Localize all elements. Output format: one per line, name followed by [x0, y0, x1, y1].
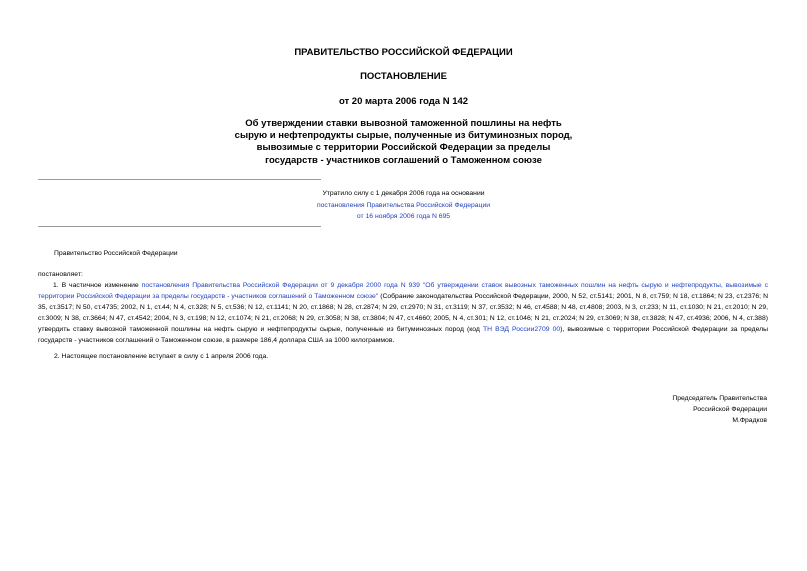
signature-line: Председатель Правительства [672, 395, 767, 402]
signature-block [560, 394, 767, 426]
paragraph-1-end: ), вывозимые с территории Российской Федерации за пределы государств - участников соглашений о Таможенном союзе, в размере 186,4 доллара США за 1000 килограммов. [38, 325, 769, 344]
decree-939-link[interactable]: постановления Правительства Российской Федерации от 9 декабря 2000 года N 939 "Об утверждении ставок вывозных таможенных пошлин на нефть сырую и нефтепродукты, вывозимые с территории Российской Федерации за пределы государств - участников соглашений о Таможенном союзе" [38, 282, 768, 300]
paragraph-1-middle: (Собрание законодательства Российской Федерации, 2000, N 52, ст.5141; 2001, N 8, ст.759; N 18, ст.1864; N 23, ст.2376; N 35, ст.3517; N 50, ст.4735; 2002, N 1, ст.44; N 4, ст.328; N 5, ст.536; N 12, ст.1141; N 20, ст.1868; N 28, ст.2874; N 29, ст.2970; N 31, ст.3119; N 37, ст.3532; N 46, ст.4588; N 48, ст.4808; 2003, N 3, ст.233; N 11, ст.1030; N 21, ст.2010; N 29, ст.3009; N 38, ст.3664; N 47, ст.4542; 2004, N 3, ст.198; N 12, ст.1074; N 21, ст.2068; N 29, ст.3058; N 38, ст.3804; N 47, ст.4660; 2005, N 4, ст.301; N 12, ст.1046; N 21, ст.2024; N 29, ст.3069; N 38, ст.3828; N 47, ст.4936; 2006, N 4, ст.388) утвердить ставку вывозной таможенной пошлины на нефть сырую и нефтепродукты сырые, полученные из битуминозных пород (код [38, 292, 768, 333]
tnved-code-link[interactable]: ТН ВЭД России2709 00 [482, 325, 561, 333]
date-number-heading: от 20 марта 2006 года N 142 [338, 96, 469, 107]
decrees-text: постановляет: [38, 271, 83, 278]
document-title [0, 118, 807, 167]
repeal-decree-date-link[interactable]: от 16 ноября 2006 года N 695 [356, 213, 451, 220]
bottom-divider [38, 226, 321, 227]
title-line: сырую и нефтепродукты сырые, полученные из битуминозных пород, [234, 130, 573, 142]
paragraph-1 [38, 281, 768, 346]
government-heading: ПРАВИТЕЛЬСТВО РОССИЙСКОЙ ФЕДЕРАЦИИ [294, 47, 513, 58]
top-divider [38, 179, 321, 180]
status-line: Утратило силу с 1 декабря 2006 года на основании [322, 190, 485, 197]
paragraph-2: 2. Настоящее постановление вступает в силу с 1 апреля 2006 года. [54, 353, 269, 360]
title-line: государств - участников соглашений о Таможенном союзе [265, 154, 542, 166]
title-line: вывозимые с территории Российской Федерации за пределы [256, 142, 551, 154]
paragraph-1-start: 1. В частичное изменение [53, 282, 142, 289]
issuer-text: Правительство Российской Федерации [54, 250, 178, 257]
repeal-decree-link[interactable]: постановления Правительства Российской Федерации [316, 201, 491, 209]
status-note [0, 188, 807, 223]
signature-name: М.Фрадков [732, 416, 767, 424]
title-line: Об утверждении ставки вывозной таможенной пошлины на нефть [245, 118, 562, 129]
document-type-heading: ПОСТАНОВЛЕНИЕ [360, 71, 447, 82]
signature-line: Российской Федерации [693, 405, 767, 413]
